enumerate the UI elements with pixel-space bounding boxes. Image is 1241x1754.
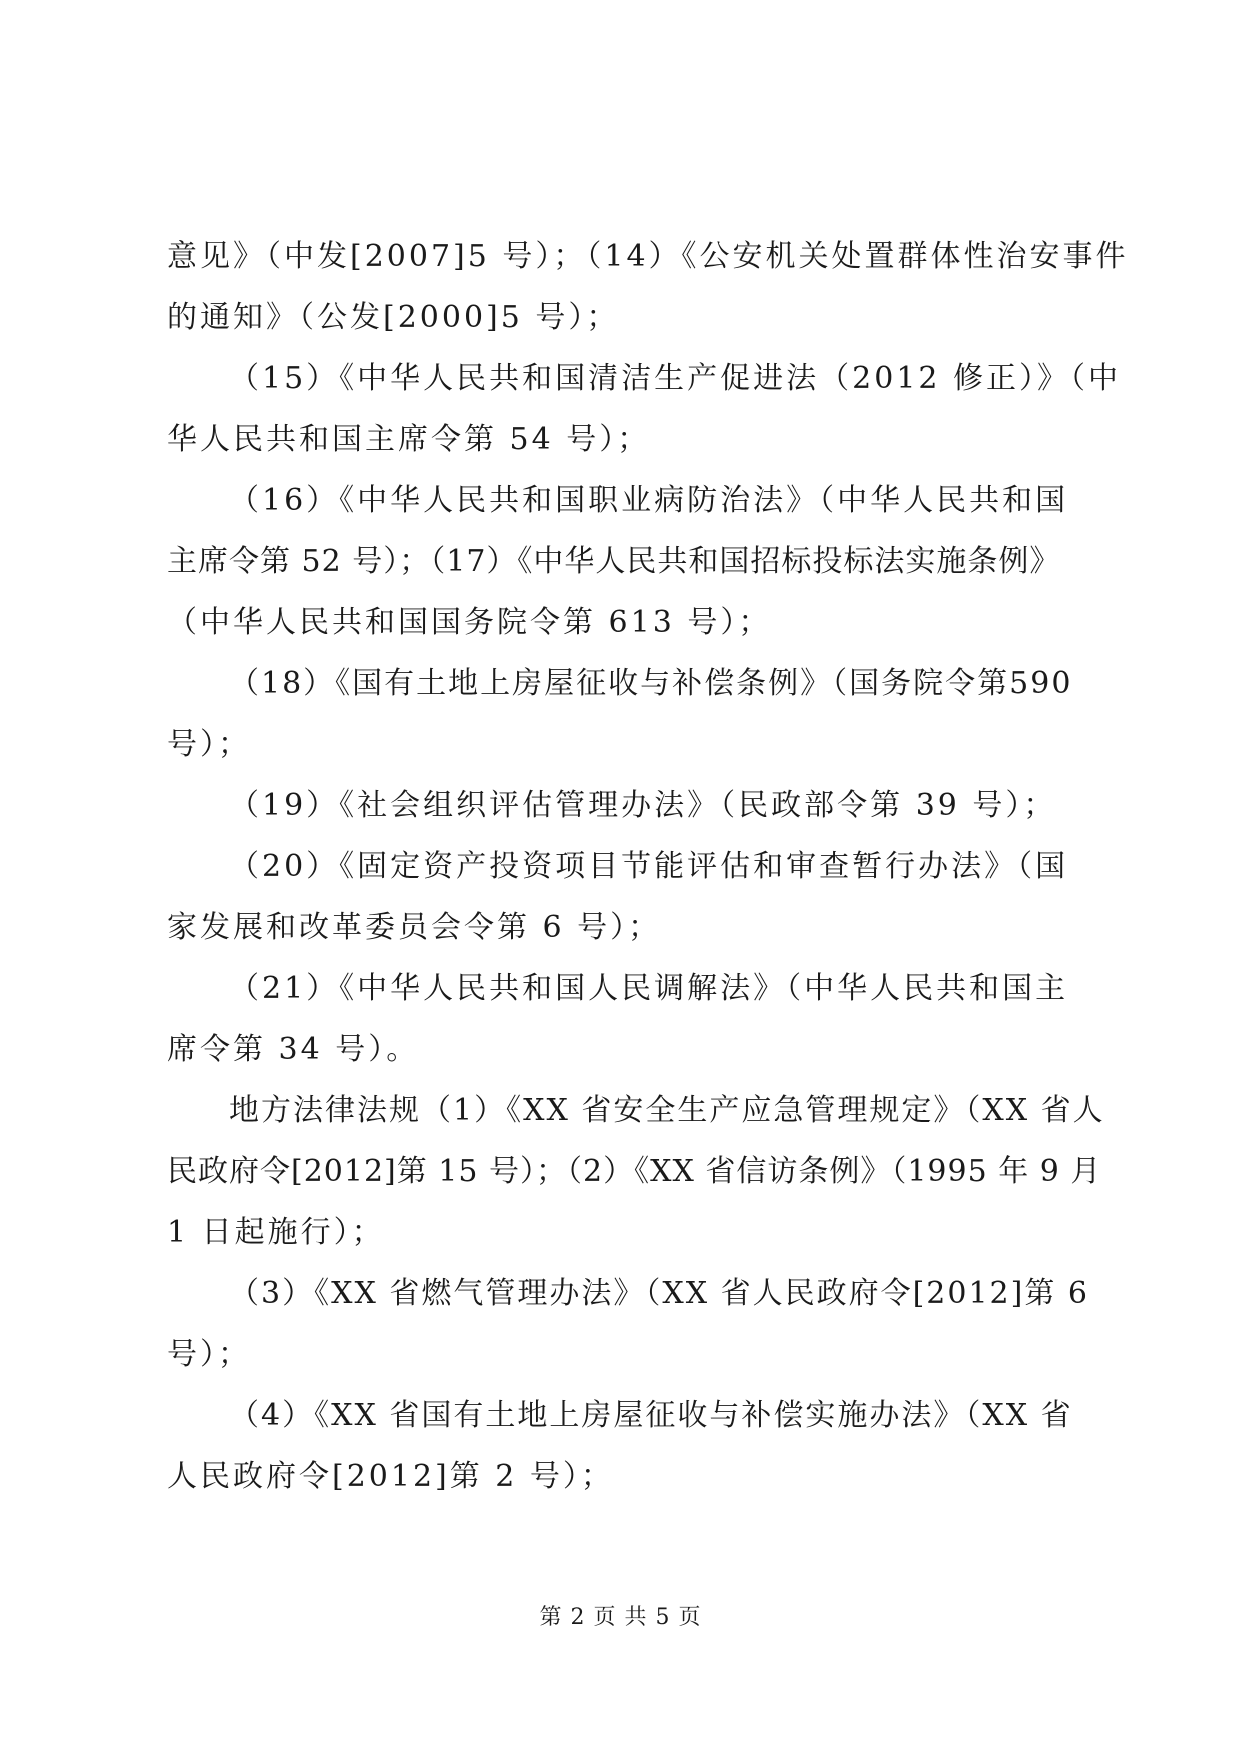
text-line: 的通知》（公发[2000]5 号）； (167, 300, 620, 335)
page-indicator: 第 2 页 共 5 页 (539, 1605, 702, 1630)
text-line: 号）； (167, 727, 251, 762)
text-line: 华人民共和国主席令第 54 号）； (167, 422, 651, 457)
text-line: （15）《中华人民共和国清洁生产促进法（2012 修正）》（中 (229, 361, 1122, 396)
text-line: 地方法律法规（1）《XX 省安全生产应急管理规定》（XX 省人 (229, 1093, 1105, 1128)
document-body (167, 226, 1129, 1507)
text-line: 主席令第 52 号）；（17）《中华人民共和国招标投标法实施条例》 (167, 544, 1061, 579)
page-footer (0, 1600, 1241, 1631)
text-line: （3）《XX 省燃气管理办法》（XX 省人民政府令[2012]第 6 (229, 1276, 1089, 1311)
text-line: （20）《固定资产投资项目节能评估和审查暂行办法》（国 (229, 849, 1069, 884)
text-line: 1 日起施行）； (167, 1215, 385, 1250)
text-line: （21）《中华人民共和国人民调解法》（中华人民共和国主 (229, 971, 1069, 1006)
text-line: 家发展和改革委员会令第 6 号）； (167, 910, 662, 945)
text-line: 意见》（中发[2007]5 号）；（14）《公安机关处置群体性治安事件 (167, 239, 1129, 274)
text-line: （4）《XX 省国有土地上房屋征收与补偿实施办法》（XX 省 (229, 1398, 1073, 1433)
text-line: 号）； (167, 1337, 251, 1372)
text-line: （18）《国有土地上房屋征收与补偿条例》（国务院令第590 (229, 666, 1073, 701)
text-line: 人民政府令[2012]第 2 号）； (167, 1459, 614, 1494)
text-line: （19）《社会组织评估管理办法》（民政部令第 39 号）； (229, 788, 1057, 823)
text-line: （16）《中华人民共和国职业病防治法》（中华人民共和国 (229, 483, 1069, 518)
text-line: 席令第 34 号）。 (167, 1032, 420, 1067)
text-line: 民政府令[2012]第 15 号）；（2）《XX 省信访条例》（1995 年 9 月 (167, 1154, 1102, 1189)
text-line: （中华人民共和国国务院令第 613 号）； (167, 605, 772, 640)
